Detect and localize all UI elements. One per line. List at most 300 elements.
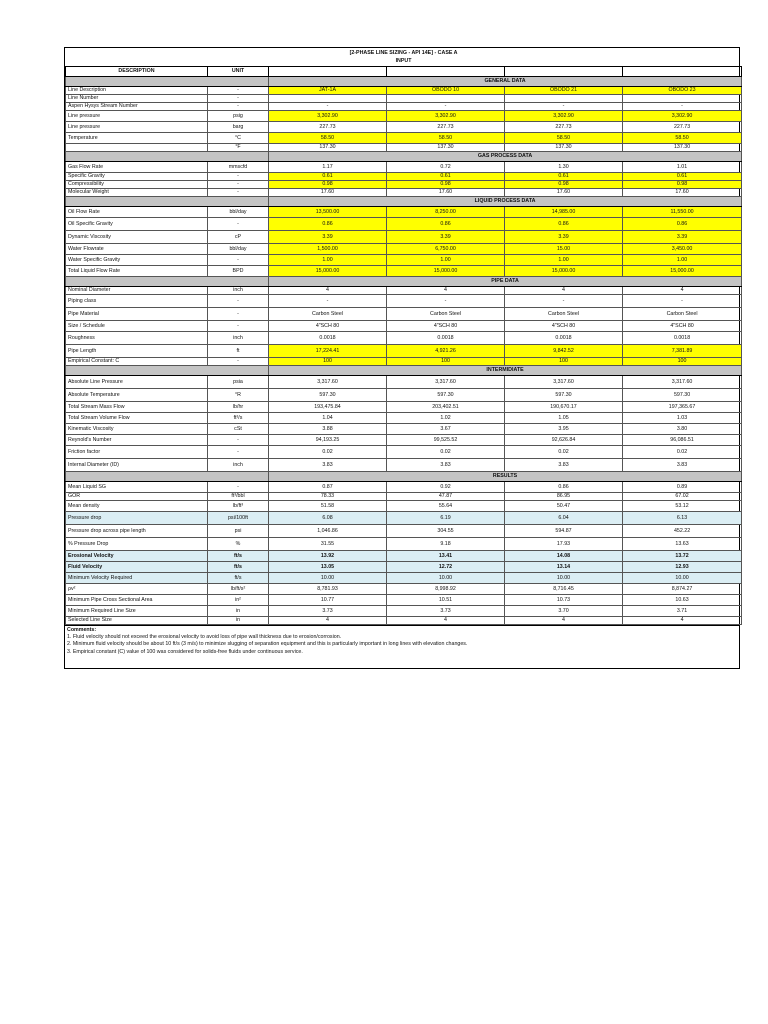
row-unit: ft³/bbl (208, 492, 269, 500)
value-cell: 0.02 (623, 445, 742, 458)
value-cell: 55.64 (387, 500, 505, 511)
value-cell: OBODO 21 (505, 86, 623, 94)
value-cell: 3,302.90 (269, 110, 387, 121)
value-cell: 13.05 (269, 561, 387, 572)
value-cell: 0.98 (623, 180, 742, 188)
value-cell: 452.22 (623, 524, 742, 537)
value-cell: 8,250.00 (387, 206, 505, 217)
row-unit: cP (208, 230, 269, 243)
section-title: PIPE DATA (269, 276, 742, 286)
value-cell: 0.02 (505, 445, 623, 458)
value-cell: 0.98 (505, 180, 623, 188)
value-cell: 100 (387, 357, 505, 365)
row-description: Molecular Weight (66, 188, 208, 196)
row-unit: lb/ft³ (208, 500, 269, 511)
row-unit: psig (208, 110, 269, 121)
value-cell: 8,874.27 (623, 583, 742, 594)
value-cell: 594.87 (505, 524, 623, 537)
value-cell: 3.73 (387, 605, 505, 616)
value-cell: 78.33 (269, 492, 387, 500)
table-row (66, 583, 742, 594)
row-description: Friction factor (66, 445, 208, 458)
value-cell: 4 (505, 286, 623, 294)
table-row (66, 254, 742, 265)
table-row (66, 375, 742, 388)
value-cell: 203,402.51 (387, 401, 505, 412)
row-unit: bbl/day (208, 243, 269, 254)
value-cell: Carbon Steel (387, 307, 505, 320)
value-cell: 99,525.52 (387, 434, 505, 445)
value-cell: 3,302.90 (505, 110, 623, 121)
value-cell: 6.19 (387, 511, 505, 524)
row-unit: ft³/s (208, 412, 269, 423)
row-description: Selected Line Size (66, 616, 208, 624)
value-cell: 304.55 (387, 524, 505, 537)
value-cell: 597.30 (387, 388, 505, 401)
row-description: Minimum Velocity Required (66, 572, 208, 583)
row-description: Pressure drop (66, 511, 208, 524)
table-row (66, 445, 742, 458)
table-row (66, 143, 742, 151)
row-description: Gas Flow Rate (66, 161, 208, 172)
comment-line: 1. Fluid velocity should not exceed the erosional velocity to avoid loss of pipe wall thickness due to erosion/corrosion. (67, 633, 342, 640)
value-cell: JAT-1A (269, 86, 387, 94)
table-row (66, 401, 742, 412)
value-cell: 3.83 (505, 458, 623, 471)
value-cell: 6.04 (505, 511, 623, 524)
value-cell: 12.93 (623, 561, 742, 572)
row-description: Mean Liquid SG (66, 481, 208, 492)
table-row (66, 243, 742, 254)
value-cell: 193,475.84 (269, 401, 387, 412)
value-cell: 1.00 (387, 254, 505, 265)
row-description: Erosional Velocity (66, 550, 208, 561)
row-unit: ft/s (208, 550, 269, 561)
value-cell: 227.73 (387, 121, 505, 132)
row-description: Aspen Hysys Stream Number (66, 102, 208, 110)
row-description: Fluid Velocity (66, 561, 208, 572)
row-unit: - (208, 307, 269, 320)
value-cell: 17.93 (505, 537, 623, 550)
row-unit: barg (208, 121, 269, 132)
value-cell: 10.00 (269, 572, 387, 583)
value-cell (623, 94, 742, 102)
row-description: Nominal Diameter (66, 286, 208, 294)
value-cell: Carbon Steel (623, 307, 742, 320)
value-cell: 14.08 (505, 550, 623, 561)
table-row (66, 110, 742, 121)
row-description: Total Stream Mass Flow (66, 401, 208, 412)
table-row (66, 524, 742, 537)
table-row (66, 206, 742, 217)
value-cell: 4 (623, 286, 742, 294)
value-cell: Carbon Steel (269, 307, 387, 320)
row-description: ρv² (66, 583, 208, 594)
value-cell: 17.60 (505, 188, 623, 196)
row-unit: psi (208, 524, 269, 537)
value-cell: 597.30 (269, 388, 387, 401)
section-header (66, 471, 742, 481)
value-cell: 0.0018 (505, 331, 623, 344)
value-cell: 3.39 (387, 230, 505, 243)
comments-block (65, 625, 739, 669)
table-row (66, 616, 742, 624)
value-cell: 0.02 (387, 445, 505, 458)
value-cell: 3,450.00 (623, 243, 742, 254)
value-cell: 13.72 (623, 550, 742, 561)
value-cell: 17.60 (269, 188, 387, 196)
table-row (66, 492, 742, 500)
value-cell: 17,224.41 (269, 344, 387, 357)
value-cell: 3,317.60 (505, 375, 623, 388)
row-description: Line pressure (66, 121, 208, 132)
section-title: GAS PROCESS DATA (269, 151, 742, 161)
value-cell: 4 (387, 616, 505, 624)
value-cell: 1.00 (623, 254, 742, 265)
row-description: Absolute Line Pressure (66, 375, 208, 388)
value-cell: 1.02 (387, 412, 505, 423)
value-cell: 47.87 (387, 492, 505, 500)
value-cell: 1.17 (269, 161, 387, 172)
value-cell: 0.87 (269, 481, 387, 492)
row-unit: inch (208, 286, 269, 294)
row-unit: inch (208, 458, 269, 471)
value-cell: 0.92 (387, 481, 505, 492)
value-cell: 0.0018 (387, 331, 505, 344)
section-header (66, 76, 742, 86)
row-description: Roughness (66, 331, 208, 344)
table-row (66, 331, 742, 344)
row-unit: - (208, 254, 269, 265)
value-cell: 58.50 (505, 132, 623, 143)
table-row (66, 180, 742, 188)
value-cell: 13.63 (623, 537, 742, 550)
row-unit: psia (208, 375, 269, 388)
sheet-subtitle: INPUT (66, 57, 742, 66)
table-row (66, 572, 742, 583)
section-title: LIQUID PROCESS DATA (269, 196, 742, 206)
value-cell: 0.86 (623, 217, 742, 230)
value-cell: - (269, 294, 387, 307)
value-cell: 53.12 (623, 500, 742, 511)
value-cell: 0.86 (505, 217, 623, 230)
row-description: Water Flowrate (66, 243, 208, 254)
value-cell: 6,750.00 (387, 243, 505, 254)
value-cell: 4"SCH 80 (269, 320, 387, 331)
value-cell: 10.00 (623, 572, 742, 583)
row-description: Piping class (66, 294, 208, 307)
comment-line: 2. Minimum fluid velocity should be about 10 ft/s (3 m/s) to minimize slugging of separation equipment and this is particularly important in long lines with elevation changes. (67, 641, 468, 648)
value-cell: 3.83 (269, 458, 387, 471)
value-cell: 0.61 (505, 172, 623, 180)
value-cell: 10.77 (269, 594, 387, 605)
row-description: Empirical Constant: C (66, 357, 208, 365)
value-cell: 13.14 (505, 561, 623, 572)
table-row (66, 102, 742, 110)
value-cell: 8,998.92 (387, 583, 505, 594)
value-cell: 4 (623, 616, 742, 624)
value-cell: 3,302.90 (387, 110, 505, 121)
value-cell: 4 (269, 616, 387, 624)
table-row (66, 561, 742, 572)
value-cell: 14,985.00 (505, 206, 623, 217)
value-cell: 7,381.89 (623, 344, 742, 357)
value-cell: 15.00 (505, 243, 623, 254)
value-cell: 4,921.26 (387, 344, 505, 357)
value-cell: 3,317.60 (269, 375, 387, 388)
value-cell: 10.00 (505, 572, 623, 583)
row-description: Pipe Length (66, 344, 208, 357)
value-cell: 58.50 (387, 132, 505, 143)
row-description: Oil Flow Rate (66, 206, 208, 217)
line-sizing-sheet (64, 47, 740, 669)
value-cell: 8,716.45 (505, 583, 623, 594)
value-cell (269, 94, 387, 102)
value-cell: 10.51 (387, 594, 505, 605)
value-cell: 6.13 (623, 511, 742, 524)
value-cell: 8,781.93 (269, 583, 387, 594)
row-description: Total Stream Volume Flow (66, 412, 208, 423)
value-cell: 0.86 (387, 217, 505, 230)
row-description: Minimum Required Line Size (66, 605, 208, 616)
value-cell: 6.08 (269, 511, 387, 524)
row-description: Water Specific Gravity (66, 254, 208, 265)
value-cell: 597.30 (505, 388, 623, 401)
table-row (66, 294, 742, 307)
value-cell: 190,670.17 (505, 401, 623, 412)
row-unit: ft/s (208, 572, 269, 583)
row-unit: - (208, 217, 269, 230)
value-cell: 1.04 (269, 412, 387, 423)
value-cell: 100 (269, 357, 387, 365)
value-cell: 1.05 (505, 412, 623, 423)
value-cell: - (387, 102, 505, 110)
row-description: % Pressure Drop (66, 537, 208, 550)
row-description: Pressure drop across pipe length (66, 524, 208, 537)
table-row (66, 320, 742, 331)
value-cell: 0.72 (387, 161, 505, 172)
value-cell: - (623, 102, 742, 110)
table-row (66, 481, 742, 492)
value-cell: 3.95 (505, 423, 623, 434)
value-cell: 9.18 (387, 537, 505, 550)
row-unit: ft/s (208, 561, 269, 572)
value-cell: 227.73 (505, 121, 623, 132)
value-cell: 67.02 (623, 492, 742, 500)
value-cell: 13.92 (269, 550, 387, 561)
row-description: Pipe Material (66, 307, 208, 320)
row-description: Total Liquid Flow Rate (66, 265, 208, 276)
value-cell: 227.73 (623, 121, 742, 132)
table-row (66, 511, 742, 524)
row-unit: lb/ft/s² (208, 583, 269, 594)
value-cell: - (505, 294, 623, 307)
row-unit: - (208, 320, 269, 331)
value-cell: 15,000.00 (269, 265, 387, 276)
row-unit: psi/100ft (208, 511, 269, 524)
row-unit: °R (208, 388, 269, 401)
value-cell: 0.0018 (623, 331, 742, 344)
value-cell: 17.60 (623, 188, 742, 196)
value-cell: OBODO 23 (623, 86, 742, 94)
value-cell: 1,500.00 (269, 243, 387, 254)
row-description: Reynold's Number (66, 434, 208, 445)
row-description: Mean density (66, 500, 208, 511)
row-unit: - (208, 180, 269, 188)
value-cell: 0.98 (387, 180, 505, 188)
comments-heading: Comments: (67, 626, 97, 633)
section-header (66, 365, 742, 375)
row-unit: °F (208, 143, 269, 151)
table-row (66, 344, 742, 357)
row-unit: - (208, 94, 269, 102)
row-description: Specific Gravity (66, 172, 208, 180)
value-cell: 1.01 (623, 161, 742, 172)
value-cell: 12.72 (387, 561, 505, 572)
row-unit: - (208, 357, 269, 365)
row-unit: - (208, 188, 269, 196)
row-unit: - (208, 172, 269, 180)
table-row (66, 172, 742, 180)
section-header (66, 276, 742, 286)
section-header (66, 151, 742, 161)
value-cell: 11,550.00 (623, 206, 742, 217)
row-unit: - (208, 294, 269, 307)
row-description (66, 143, 208, 151)
value-cell: 100 (505, 357, 623, 365)
value-cell: 4"SCH 80 (623, 320, 742, 331)
row-unit: cSt (208, 423, 269, 434)
value-cell: 51.58 (269, 500, 387, 511)
value-cell: 3.39 (623, 230, 742, 243)
value-cell: 3.67 (387, 423, 505, 434)
value-cell: 58.50 (269, 132, 387, 143)
row-description: Oil Specific Gravity (66, 217, 208, 230)
row-description: Compressibility (66, 180, 208, 188)
row-unit: % (208, 537, 269, 550)
value-cell: 3.39 (505, 230, 623, 243)
value-cell: 1,046.86 (269, 524, 387, 537)
column-header-row (66, 66, 742, 76)
value-cell: 0.0018 (269, 331, 387, 344)
value-cell: 9,842.52 (505, 344, 623, 357)
comment-line: 3. Empirical constant (C) value of 100 was considered for solids-free fluids under continuous service. (67, 648, 303, 655)
row-description: Line Number (66, 94, 208, 102)
value-cell: 13,500.00 (269, 206, 387, 217)
value-cell: 86.95 (505, 492, 623, 500)
value-cell: 1.03 (623, 412, 742, 423)
value-cell: Carbon Steel (505, 307, 623, 320)
value-cell: 597.30 (623, 388, 742, 401)
value-cell: 3.83 (387, 458, 505, 471)
value-cell: - (387, 294, 505, 307)
value-cell: 17.60 (387, 188, 505, 196)
value-cell: 4"SCH 80 (387, 320, 505, 331)
row-unit: inch (208, 331, 269, 344)
value-cell: 137.30 (387, 143, 505, 151)
row-description: Absolute Temperature (66, 388, 208, 401)
row-unit: mmscfd (208, 161, 269, 172)
value-cell (505, 94, 623, 102)
row-unit: - (208, 481, 269, 492)
row-unit: - (208, 445, 269, 458)
value-cell: 10.63 (623, 594, 742, 605)
row-unit: °C (208, 132, 269, 143)
row-description: Line Description (66, 86, 208, 94)
row-description: Kinematic Viscosity (66, 423, 208, 434)
description-header: DESCRIPTION (66, 66, 208, 76)
table-row (66, 434, 742, 445)
table-row (66, 550, 742, 561)
row-unit: lb/hr (208, 401, 269, 412)
table-row (66, 605, 742, 616)
value-cell: 3.39 (269, 230, 387, 243)
value-cell: 0.02 (269, 445, 387, 458)
row-unit: - (208, 102, 269, 110)
value-cell: 137.30 (269, 143, 387, 151)
table-row (66, 94, 742, 102)
value-cell: 0.86 (505, 481, 623, 492)
value-cell: 92,626.84 (505, 434, 623, 445)
value-cell: - (269, 102, 387, 110)
table-row (66, 132, 742, 143)
row-unit: - (208, 434, 269, 445)
sheet-title: [2-PHASE LINE SIZING - API 14E] - CASE A (349, 49, 458, 56)
unit-header: UNIT (208, 66, 269, 76)
table-row (66, 121, 742, 132)
value-cell: 3.71 (623, 605, 742, 616)
row-unit: in (208, 605, 269, 616)
value-cell: 137.30 (505, 143, 623, 151)
row-description: Temperature (66, 132, 208, 143)
table-row (66, 230, 742, 243)
value-cell: 137.30 (623, 143, 742, 151)
row-description: Internal Diameter (ID) (66, 458, 208, 471)
table-row (66, 500, 742, 511)
value-cell: 96,086.51 (623, 434, 742, 445)
table-row (66, 357, 742, 365)
table-row (66, 388, 742, 401)
table-row (66, 161, 742, 172)
value-cell: OBODO 10 (387, 86, 505, 94)
value-cell: 227.73 (269, 121, 387, 132)
value-cell: 58.50 (623, 132, 742, 143)
value-cell: 10.73 (505, 594, 623, 605)
value-cell: 3,302.90 (623, 110, 742, 121)
value-cell: 15,000.00 (623, 265, 742, 276)
value-cell: 3.73 (269, 605, 387, 616)
value-cell: 1.00 (505, 254, 623, 265)
table-row (66, 412, 742, 423)
table-row (66, 537, 742, 550)
value-cell: 3.88 (269, 423, 387, 434)
value-cell: 15,000.00 (505, 265, 623, 276)
row-unit: - (208, 86, 269, 94)
table-row (66, 188, 742, 196)
row-description: Size / Schedule (66, 320, 208, 331)
value-cell: 100 (623, 357, 742, 365)
value-cell: 3,317.60 (387, 375, 505, 388)
value-cell: 0.61 (269, 172, 387, 180)
section-title: RESULTS (269, 471, 742, 481)
value-cell: 197,365.67 (623, 401, 742, 412)
line-sizing-table (65, 48, 742, 625)
row-unit: bbl/day (208, 206, 269, 217)
table-row (66, 217, 742, 230)
value-cell: 94,193.25 (269, 434, 387, 445)
value-cell: 0.98 (269, 180, 387, 188)
table-row (66, 458, 742, 471)
